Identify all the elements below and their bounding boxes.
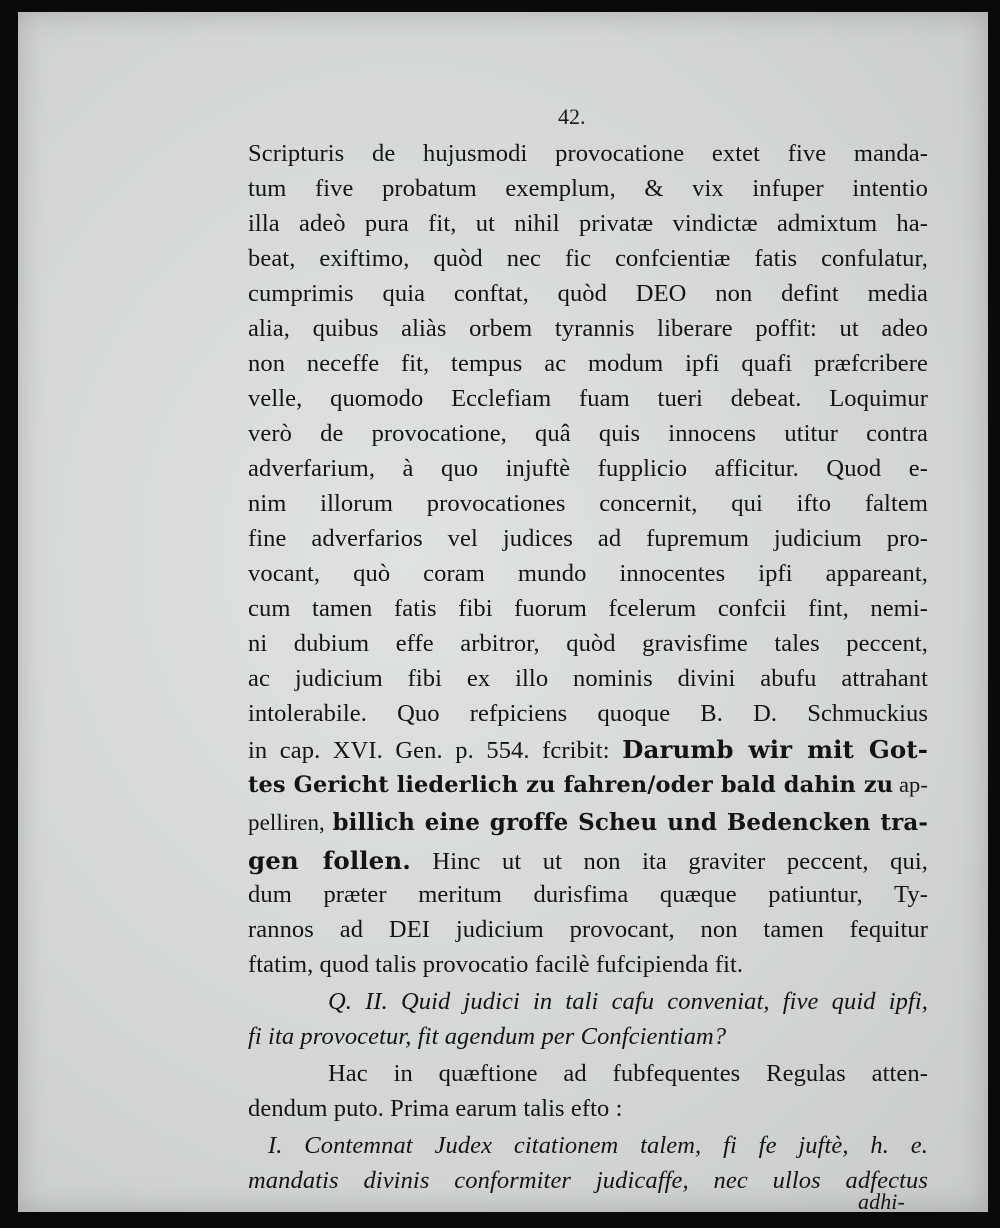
blackletter-text: billich eine groffe Scheu und Bedencken tra- — [332, 809, 928, 836]
text-line-mixed — [248, 735, 928, 765]
latin-text: Hinc ut ut non ita graviter peccent, qui, — [432, 848, 928, 875]
text-line: illa adeò pura fit, ut nihil privatæ vindictæ admixtum ha- — [248, 210, 928, 237]
page-number: 42. — [558, 104, 586, 129]
text-line: dum præter meritum durisfima quæque patiuntur, Ty- — [248, 881, 928, 908]
book-page — [18, 12, 988, 1212]
text-line: fine adverfarios vel judices ad fupremum judicium pro- — [248, 525, 928, 552]
latin-text: pelliren, — [248, 810, 325, 835]
text-line: cum tamen fatis fibi fuorum fcelerum confcii fint, nemi- — [248, 595, 928, 622]
text-line: tum five probatum exemplum, & vix infuper intentio — [248, 175, 928, 202]
text-line: ac judicium fibi ex illo nominis divini abufu attrahant — [248, 665, 928, 692]
blackletter-text: tes Gericht liederlich zu fahren/oder bald dahin zu — [248, 772, 894, 798]
text-line: nim illorum provocationes concernit, qui ifto faltem — [248, 490, 928, 517]
question-heading: Q. II. Quid judici in tali cafu conveniat, five quid ipfi, — [328, 988, 928, 1015]
text-line-mixed — [248, 846, 928, 876]
blackletter-text: Darumb wir mit Got- — [622, 735, 928, 764]
text-line: Scripturis de hujusmodi provocatione extet five manda- — [248, 140, 928, 167]
text-line-mixed — [248, 772, 928, 798]
text-line: ftatim, quod talis provocatio facilè fufcipienda fit. — [248, 951, 744, 978]
text-line: ni dubium effe arbitror, quòd gravisfime tales peccent, — [248, 630, 928, 657]
text-line: intolerabile. Quo refpiciens quoque B. D. Schmuckius — [248, 700, 928, 727]
blackletter-text: gen follen. — [248, 846, 411, 875]
text-line: velle, quomodo Ecclefiam fuam tueri debeat. Loquimur — [248, 385, 928, 412]
text-line: beat, exiftimo, quòd nec fic confcientiæ fatis confulatur, — [248, 245, 928, 272]
text-line: cumprimis quia conftat, quòd DEO non defint media — [248, 280, 928, 307]
text-line: vocant, quò coram mundo innocentes ipfi appareant, — [248, 560, 928, 587]
text-line: adverfarium, à quo injuftè fupplicio afficitur. Quod e- — [248, 455, 928, 482]
text-line: verò de provocatione, quâ quis innocens utitur contra — [248, 420, 928, 447]
latin-text: in cap. XVI. Gen. p. 554. fcribit: — [248, 737, 610, 764]
rule-text: I. Contemnat Judex citationem talem, fi fe juftè, h. e. — [268, 1132, 928, 1159]
question-heading: fi ita provocetur, fit agendum per Confcientiam? — [248, 1023, 727, 1050]
text-line: non neceffe fit, tempus ac modum ipfi quafi præfcribere — [248, 350, 928, 377]
text-line-mixed — [248, 809, 928, 836]
latin-text: ap- — [898, 772, 928, 797]
text-line: alia, quibus aliàs orbem tyrannis liberare poffit: ut adeo — [248, 315, 928, 342]
text-line: dendum puto. Prima earum talis efto : — [248, 1095, 623, 1122]
catchword: adhi- — [858, 1189, 905, 1212]
rule-text: mandatis divinis conformiter judicaffe, nec ullos adfectus — [248, 1167, 928, 1194]
text-line: Hac in quæftione ad fubfequentes Regulas atten- — [328, 1060, 928, 1087]
text-line: rannos ad DEI judicium provocant, non tamen fequitur — [248, 916, 928, 943]
